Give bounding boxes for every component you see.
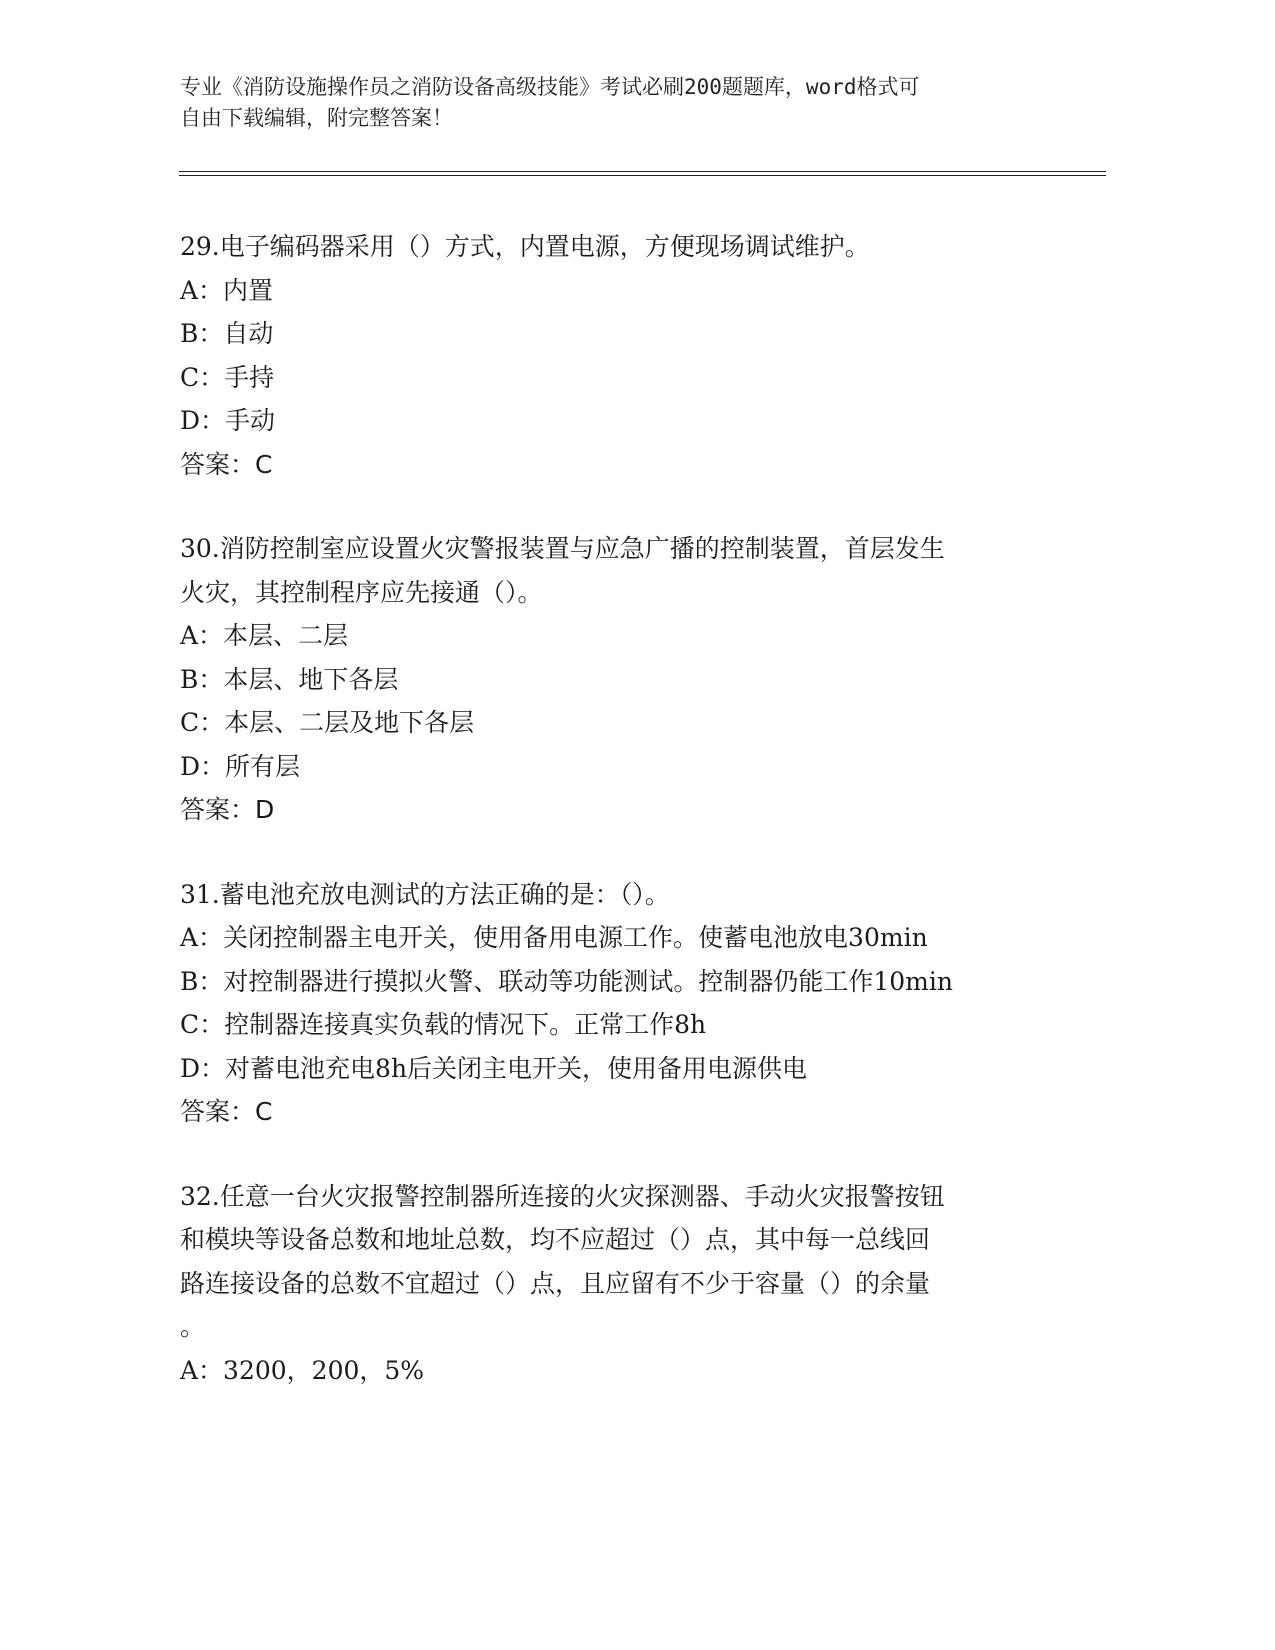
question-stem-line: 32.任意一台火灾报警控制器所连接的火灾探测器、手动火灾报警按钮	[180, 1181, 945, 1211]
document-header	[180, 72, 1040, 134]
answer: 答案：D	[180, 795, 275, 824]
answer: 答案：C	[180, 449, 273, 479]
question-stem-line: 路连接设备的总数不宜超过（）点，且应留有不少于容量（）的余量	[180, 1268, 931, 1298]
question-31	[180, 873, 1060, 1134]
option-d: D：手动	[180, 406, 276, 435]
option-b: B：对控制器进行摸拟火警、联动等功能测试。控制器仍能工作10min	[180, 966, 953, 996]
question-stem-line: 火灾，其控制程序应先接通（）。	[180, 577, 543, 607]
answer: 答案：C	[180, 1097, 273, 1126]
question-32	[180, 1175, 1060, 1393]
option-b: B：自动	[180, 319, 274, 348]
question-stem-line: 。	[180, 1312, 206, 1341]
header-divider-top	[179, 171, 1106, 172]
question-stem-line: 和模块等设备总数和地址总数，均不应超过（）点，其中每一总线回	[180, 1225, 931, 1254]
option-c: C：手持	[180, 362, 275, 392]
option-d: D：对蓄电池充电8h后关闭主电开关，使用备用电源供电	[180, 1053, 808, 1083]
question-stem-line: 30.消防控制室应设置火灾警报装置与应急广播的控制装置，首层发生	[180, 534, 945, 563]
option-a: A：3200，200，5%	[180, 1355, 425, 1385]
header-line-2: 自由下载编辑，附完整答案！	[180, 106, 453, 130]
option-d: D：所有层	[180, 751, 301, 781]
option-b: B：本层、地下各层	[180, 664, 399, 694]
option-a: A：关闭控制器主电开关，使用备用电源工作。使蓄电池放电30min	[180, 923, 928, 952]
option-c: C：控制器连接真实负载的情况下。正常工作8h	[180, 1010, 707, 1039]
option-a: A：内置	[180, 275, 274, 305]
question-list	[180, 225, 1060, 1433]
question-29	[180, 225, 1060, 486]
header-line-1: 专业《消防设施操作员之消防设备高级技能》考试必刷200题题库，word格式可	[180, 75, 920, 99]
question-30	[180, 527, 1060, 832]
question-stem: 31.蓄电池充放电测试的方法正确的是：（）。	[180, 879, 670, 909]
question-stem: 29.电子编码器采用（）方式，内置电源，方便现场调试维护。	[180, 232, 870, 261]
header-divider-bottom	[179, 175, 1106, 176]
option-c: C：本层、二层及地下各层	[180, 708, 475, 737]
option-a: A：本层、二层	[180, 621, 349, 650]
